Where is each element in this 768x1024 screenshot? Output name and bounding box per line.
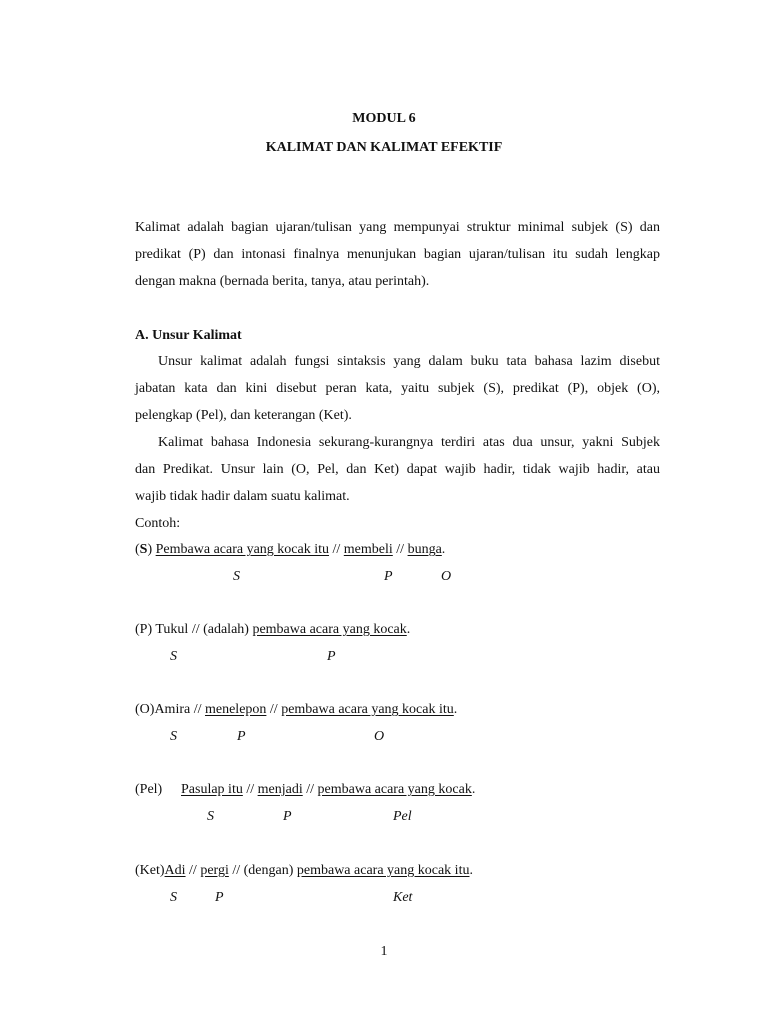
example-tag: (P) <box>135 622 156 637</box>
paragraph-line: wajib tidak hadir dalam suatu kalimat. <box>135 489 350 504</box>
example-tag: S <box>139 542 148 557</box>
contoh-label: Contoh: <box>135 516 181 531</box>
intro-line: dengan makna (bernada berita, tanya, atau perintah). <box>135 274 430 289</box>
role-label-s: S <box>170 649 177 664</box>
subject-phrase: Pembawa acara yang kocak itu <box>155 542 330 557</box>
page-title: KALIMAT DAN KALIMAT EFEKTIF <box>265 140 503 155</box>
separator: // (dengan) <box>228 863 297 878</box>
predicate-phrase: pembawa acara yang kocak <box>252 622 407 637</box>
role-label-o: O <box>374 729 385 744</box>
subject-phrase: Tukul <box>155 622 189 637</box>
predicate-phrase: membeli <box>343 542 393 557</box>
example-sentence-subject <box>135 543 445 557</box>
predicate-phrase: menelepon <box>204 702 267 717</box>
intro-line: predikat (P) dan intonasi finalnya menunjukan bagian ujaran/tulisan itu sudah lengkap <box>135 247 660 262</box>
object-phrase: pembawa acara yang kocak itu <box>281 702 454 717</box>
separator: // <box>302 782 318 797</box>
paragraph-line: jabatan kata dan kini disebut peran kata, yaitu subjek (S), predikat (P), objek (O), <box>135 381 660 396</box>
separator: // <box>242 782 258 797</box>
role-label-p: P <box>237 729 246 744</box>
role-label-pel: Pel <box>393 809 412 824</box>
example-tag: (Ket) <box>135 863 165 878</box>
paren-open: ( <box>135 542 140 557</box>
role-label-ket: Ket <box>393 890 413 905</box>
predicate-phrase: menjadi <box>257 782 303 797</box>
paragraph-line: Kalimat bahasa Indonesia sekurang-kurangnya terdiri atas dua unsur, yakni Subjek <box>158 435 660 450</box>
module-number: MODUL 6 <box>352 111 416 126</box>
example-tag-pel: (Pel) <box>135 782 163 797</box>
sentence-end: . <box>453 702 458 717</box>
separator: // <box>329 542 344 557</box>
section-heading: A. Unsur Kalimat <box>135 328 242 343</box>
subject-phrase: Amira <box>154 702 191 717</box>
paragraph-line: pelengkap (Pel), dan keterangan (Ket). <box>135 408 352 423</box>
example-sentence-predicate <box>135 623 410 637</box>
role-label-s: S <box>170 890 177 905</box>
separator: // <box>190 702 205 717</box>
role-label-p: P <box>327 649 336 664</box>
separator: // <box>266 702 282 717</box>
role-label-p: P <box>215 890 224 905</box>
role-label-s: S <box>170 729 177 744</box>
paragraph-line: dan Predikat. Unsur lain (O, Pel, dan Ket) dapat wajib hadir, tidak wajib hadir, atau <box>135 462 660 477</box>
separator: // (adalah) <box>188 622 253 637</box>
role-label-s: S <box>233 569 240 584</box>
sentence-end: . <box>406 622 411 637</box>
role-label-o: O <box>441 569 452 584</box>
example-tag: (O) <box>135 702 155 717</box>
example-sentence-complement <box>181 783 475 797</box>
example-sentence-object <box>135 703 457 717</box>
sentence-end: . <box>441 542 446 557</box>
object-phrase: bunga <box>407 542 442 557</box>
role-label-p: P <box>283 809 292 824</box>
subject-phrase: Adi <box>164 863 186 878</box>
sentence-end: . <box>471 782 476 797</box>
adverbial-phrase: pembawa acara yang kocak itu <box>296 863 470 878</box>
separator: // <box>185 863 201 878</box>
separator: // <box>392 542 408 557</box>
role-label-s: S <box>207 809 214 824</box>
paren-close: ) <box>147 542 156 557</box>
sentence-end: . <box>469 863 473 878</box>
complement-phrase: pembawa acara yang kocak <box>317 782 472 797</box>
role-label-p: P <box>384 569 393 584</box>
paragraph-line: Unsur kalimat adalah fungsi sintaksis yang dalam buku tata bahasa lazim disebut <box>158 354 660 369</box>
intro-line: Kalimat adalah bagian ujaran/tulisan yang mempunyai struktur minimal subjek (S) dan <box>135 220 660 235</box>
page-number: 1 <box>380 944 388 959</box>
example-sentence-adverbial <box>135 864 473 878</box>
subject-phrase: Pasulap itu <box>181 782 243 797</box>
predicate-phrase: pergi <box>200 863 229 878</box>
